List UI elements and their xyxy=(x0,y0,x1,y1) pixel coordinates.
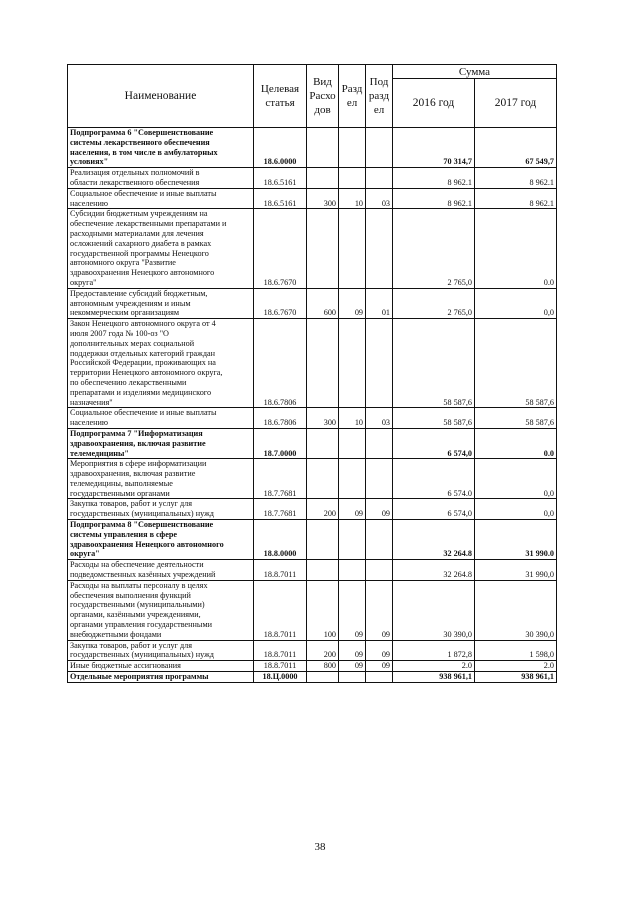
header-year-2016: 2016 год xyxy=(393,79,475,128)
cell-name: Расходы на обеспечение деятельности подведомственных казённых учреждений xyxy=(68,560,254,581)
cell-name: Социальное обеспечение и иные выплаты населению xyxy=(68,408,254,429)
cell-subsection xyxy=(366,459,393,499)
cell-sum-2017: 0,0 xyxy=(475,459,557,499)
table-row xyxy=(68,128,557,168)
cell-target-article: 18.6.7670 xyxy=(254,288,307,318)
table-row xyxy=(68,188,557,209)
cell-name: Закупка товаров, работ и услуг для государственных (муниципальных) нужд xyxy=(68,499,254,520)
cell-target-article: 18.6.0000 xyxy=(254,128,307,168)
cell-subsection: 09 xyxy=(366,640,393,661)
cell-section xyxy=(339,560,366,581)
cell-subsection xyxy=(366,209,393,288)
cell-subsection xyxy=(366,520,393,560)
cell-subsection: 09 xyxy=(366,499,393,520)
cell-target-article: 18.8.7011 xyxy=(254,580,307,640)
cell-name: Иные бюджетные ассигнования xyxy=(68,661,254,672)
cell-section xyxy=(339,168,366,189)
cell-subsection: 09 xyxy=(366,580,393,640)
cell-expense-type: 800 xyxy=(307,661,339,672)
cell-expense-type xyxy=(307,209,339,288)
cell-expense-type xyxy=(307,672,339,683)
cell-section: 10 xyxy=(339,408,366,429)
cell-subsection: 01 xyxy=(366,288,393,318)
cell-sum-2017: 67 549,7 xyxy=(475,128,557,168)
budget-table xyxy=(67,64,557,683)
cell-name: Мероприятия в сфере информатизации здравоохранения, включая развитие телемедицины, выполняемые государственными органами xyxy=(68,459,254,499)
table-row xyxy=(68,580,557,640)
cell-target-article: 18.8.7011 xyxy=(254,661,307,672)
cell-target-article: 18.6.5161 xyxy=(254,188,307,209)
cell-sum-2017: 8 962.1 xyxy=(475,188,557,209)
cell-target-article: 18.6.7806 xyxy=(254,408,307,429)
cell-section xyxy=(339,319,366,408)
cell-name: Подпрограмма 8 "Совершенствование системы управления в сфере здравоохранения Ненецкого автономного округа" xyxy=(68,520,254,560)
cell-subsection: 09 xyxy=(366,661,393,672)
header-section: Разд ел xyxy=(339,65,366,128)
cell-sum-2017: 30 390,0 xyxy=(475,580,557,640)
cell-subsection xyxy=(366,319,393,408)
cell-target-article: 18.8.7011 xyxy=(254,560,307,581)
cell-sum-2017: 1 598,0 xyxy=(475,640,557,661)
cell-sum-2016: 58 587,6 xyxy=(393,408,475,429)
cell-sum-2016: 8 962.1 xyxy=(393,188,475,209)
cell-name: Реализация отдельных полномочий в области лекарственного обеспечения xyxy=(68,168,254,189)
cell-target-article: 18.6.7670 xyxy=(254,209,307,288)
table-row xyxy=(68,520,557,560)
cell-sum-2016: 58 587,6 xyxy=(393,319,475,408)
table-row xyxy=(68,319,557,408)
cell-name: Подпрограмма 7 "Информатизация здравоохранения, включая развитие телемедицины" xyxy=(68,428,254,458)
table-row xyxy=(68,428,557,458)
cell-sum-2016: 32 264.8 xyxy=(393,560,475,581)
cell-subsection: 03 xyxy=(366,408,393,429)
cell-section xyxy=(339,459,366,499)
cell-sum-2017: 58 587,6 xyxy=(475,319,557,408)
cell-expense-type: 200 xyxy=(307,640,339,661)
table-row xyxy=(68,209,557,288)
cell-sum-2016: 2.0 xyxy=(393,661,475,672)
cell-sum-2016: 70 314,7 xyxy=(393,128,475,168)
cell-target-article: 18.8.7011 xyxy=(254,640,307,661)
cell-section: 09 xyxy=(339,288,366,318)
cell-sum-2017: 0,0 xyxy=(475,288,557,318)
cell-sum-2016: 30 390,0 xyxy=(393,580,475,640)
cell-sum-2017: 31 990,0 xyxy=(475,560,557,581)
cell-section xyxy=(339,128,366,168)
cell-name: Предоставление субсидий бюджетным, автономным учреждениям и иным некоммерческим организациям xyxy=(68,288,254,318)
cell-target-article: 18.Ц.0000 xyxy=(254,672,307,683)
cell-sum-2016: 6 574,0 xyxy=(393,499,475,520)
cell-name: Подпрограмма 6 "Совершенствование системы лекарственного обеспечения населения, в том числе в амбулаторных условиях" xyxy=(68,128,254,168)
cell-section: 10 xyxy=(339,188,366,209)
table-row xyxy=(68,408,557,429)
table-row xyxy=(68,288,557,318)
header-target-article: Целевая статья xyxy=(254,65,307,128)
cell-subsection xyxy=(366,560,393,581)
header-sum: Сумма xyxy=(393,65,557,79)
cell-section xyxy=(339,428,366,458)
cell-subsection xyxy=(366,428,393,458)
table-row xyxy=(68,168,557,189)
cell-subsection xyxy=(366,168,393,189)
cell-name: Закон Ненецкого автономного округа от 4 июля 2007 года № 100-оз "О дополнительных мерах социальной поддержки отдельных категорий граждан Российской Федерации, проживающих на территории Ненецкого автономного округа, по обеспечению лекарственными препаратами и изделиями медицинского назначения" xyxy=(68,319,254,408)
cell-expense-type: 100 xyxy=(307,580,339,640)
cell-subsection xyxy=(366,672,393,683)
cell-target-article: 18.7.7681 xyxy=(254,499,307,520)
header-row-top xyxy=(68,65,557,79)
cell-name: Отдельные мероприятия программы xyxy=(68,672,254,683)
cell-section: 09 xyxy=(339,580,366,640)
cell-section: 09 xyxy=(339,640,366,661)
cell-sum-2017: 58 587,6 xyxy=(475,408,557,429)
cell-sum-2016: 6 574,0 xyxy=(393,428,475,458)
page-number: 38 xyxy=(314,841,326,853)
cell-name: Субсидии бюджетным учреждениям на обеспечение лекарственными препаратами и расходными материалами для лечения осложнений сахарного диабета в рамках государственной программы Ненецкого автономного округа "Развитие здравоохранения Ненецкого автономного округа" xyxy=(68,209,254,288)
cell-section xyxy=(339,520,366,560)
cell-name: Расходы на выплаты персоналу в целях обеспечения выполнения функций государственными (муниципальными) органами, казёнными учреждениями, органами управления государственными внебюджетными фондами xyxy=(68,580,254,640)
cell-expense-type xyxy=(307,168,339,189)
cell-sum-2016: 6 574.0 xyxy=(393,459,475,499)
cell-sum-2017: 31 990.0 xyxy=(475,520,557,560)
cell-expense-type: 200 xyxy=(307,499,339,520)
cell-expense-type xyxy=(307,428,339,458)
header-subsection: Под разд ел xyxy=(366,65,393,128)
cell-target-article: 18.7.0000 xyxy=(254,428,307,458)
cell-sum-2017: 938 961,1 xyxy=(475,672,557,683)
cell-sum-2017: 0,0 xyxy=(475,499,557,520)
cell-section xyxy=(339,672,366,683)
cell-sum-2016: 2 765,0 xyxy=(393,209,475,288)
cell-expense-type: 600 xyxy=(307,288,339,318)
cell-name: Социальное обеспечение и иные выплаты населению xyxy=(68,188,254,209)
cell-sum-2017: 8 962.1 xyxy=(475,168,557,189)
cell-sum-2017: 2.0 xyxy=(475,661,557,672)
cell-sum-2016: 938 961,1 xyxy=(393,672,475,683)
cell-sum-2016: 1 872,8 xyxy=(393,640,475,661)
cell-expense-type xyxy=(307,459,339,499)
table-row xyxy=(68,672,557,683)
cell-section: 09 xyxy=(339,661,366,672)
cell-expense-type xyxy=(307,128,339,168)
header-expense-type: Вид Расхо дов xyxy=(307,65,339,128)
cell-section: 09 xyxy=(339,499,366,520)
cell-target-article: 18.8.0000 xyxy=(254,520,307,560)
cell-sum-2016: 8 962.1 xyxy=(393,168,475,189)
table-body xyxy=(68,128,557,683)
cell-sum-2017: 0.0 xyxy=(475,428,557,458)
cell-sum-2016: 2 765,0 xyxy=(393,288,475,318)
header-name: Наименование xyxy=(68,65,254,128)
header-year-2017: 2017 год xyxy=(475,79,557,128)
table-row xyxy=(68,560,557,581)
cell-expense-type xyxy=(307,560,339,581)
cell-sum-2017: 0.0 xyxy=(475,209,557,288)
table-row xyxy=(68,661,557,672)
cell-target-article: 18.6.5161 xyxy=(254,168,307,189)
cell-target-article: 18.7.7681 xyxy=(254,459,307,499)
cell-expense-type xyxy=(307,520,339,560)
table-row xyxy=(68,459,557,499)
table-row xyxy=(68,640,557,661)
cell-expense-type: 300 xyxy=(307,188,339,209)
cell-subsection xyxy=(366,128,393,168)
cell-subsection: 03 xyxy=(366,188,393,209)
cell-sum-2016: 32 264.8 xyxy=(393,520,475,560)
cell-expense-type: 300 xyxy=(307,408,339,429)
cell-name: Закупка товаров, работ и услуг для государственных (муниципальных) нужд xyxy=(68,640,254,661)
cell-section xyxy=(339,209,366,288)
table-row xyxy=(68,499,557,520)
cell-target-article: 18.6.7806 xyxy=(254,319,307,408)
cell-expense-type xyxy=(307,319,339,408)
